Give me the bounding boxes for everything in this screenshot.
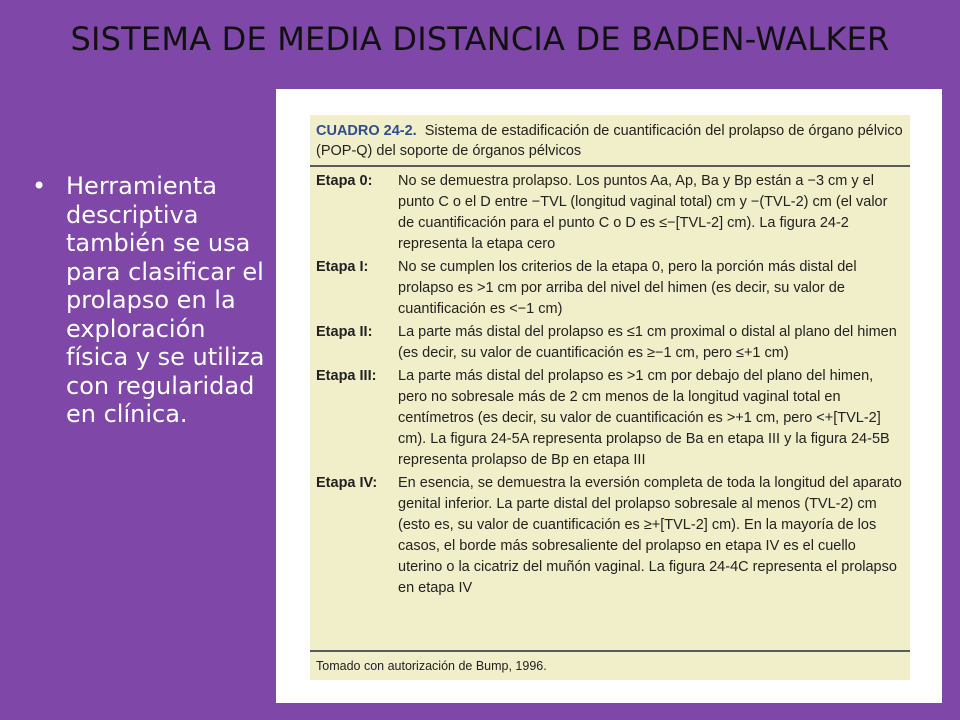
stage-description: No se demuestra prolapso. Los puntos Aa, Ap, Ba y Bp están a −3 cm y el punto C o el D entre −TVL (longitud vaginal total) cm y −(TVL-2) cm (el valor de cuantificación para el punto C o D es ≤−[TVL-2] cm). La figura 24-2 representa la etapa cero [398,173,888,252]
slide-title: SISTEMA DE MEDIA DISTANCIA DE BADEN-WALKER [70,20,890,58]
table-row [316,473,904,599]
table-image [276,89,942,703]
table-row [316,171,904,255]
stage-label: Etapa 0: [316,173,373,189]
table-row [316,366,904,471]
stage-label: Etapa III: [316,368,377,384]
stage-description: La parte más distal del prolapso es ≤1 cm proximal o distal al plano del himen (es decir, su valor de cuantificación es ≥−1 cm, pero ≤+1 cm) [398,324,897,361]
bullet-dot-icon: • [32,172,47,200]
bullet-text: Herramienta descriptiva también se usa para clasificar el prolapso en la exploración física y se utiliza con regularidad en clínica. [66,172,265,428]
bullet-list [28,172,268,429]
stage-label: Etapa II: [316,324,373,340]
stage-description: La parte más distal del prolapso es >1 cm por debajo del plano del himen, pero no sobresale más de 2 cm menos de la longitud vaginal total en centímetros (es decir, su valor de cuantificación es >+1 cm, pero <+[TVL-2] cm). La figura 24-5A representa prolapso de Ba en etapa III y la figura 24-5B representa prolapso de Bp en etapa III [398,368,890,468]
table-row [316,322,904,364]
table-row [316,257,904,320]
table-panel [310,115,910,680]
stage-label: Etapa IV: [316,475,378,491]
stage-label: Etapa I: [316,259,369,275]
table-rows [310,167,910,599]
stage-description: En esencia, se demuestra la eversión completa de toda la longitud del aparato genital inferior. La parte distal del prolapso sobresale al menos (TVL-2) cm (esto es, su valor de cuantificación es ≥+[TVL-2] cm). En la mayoría de los casos, el borde más sobresaliente del prolapso en etapa IV es el cuello uterino o la cicatriz del muñón vaginal. La figura 24-4C representa el prolapso en etapa IV [398,475,902,596]
stage-description: No se cumplen los criterios de la etapa 0, pero la porción más distal del prolapso es >1 cm por arriba del nivel del himen (es decir, su valor de cuantificación es <−1 cm) [398,259,857,317]
bullet-item [28,172,268,429]
table-label: CUADRO 24-2. [316,123,417,139]
table-footer: Tomado con autorización de Bump, 1996. [310,650,910,680]
table-heading-text: Sistema de estadificación de cuantificación del prolapso de órgano pélvico (POP-Q) del soporte de órganos pélvicos [316,123,903,159]
table-heading [310,115,910,167]
